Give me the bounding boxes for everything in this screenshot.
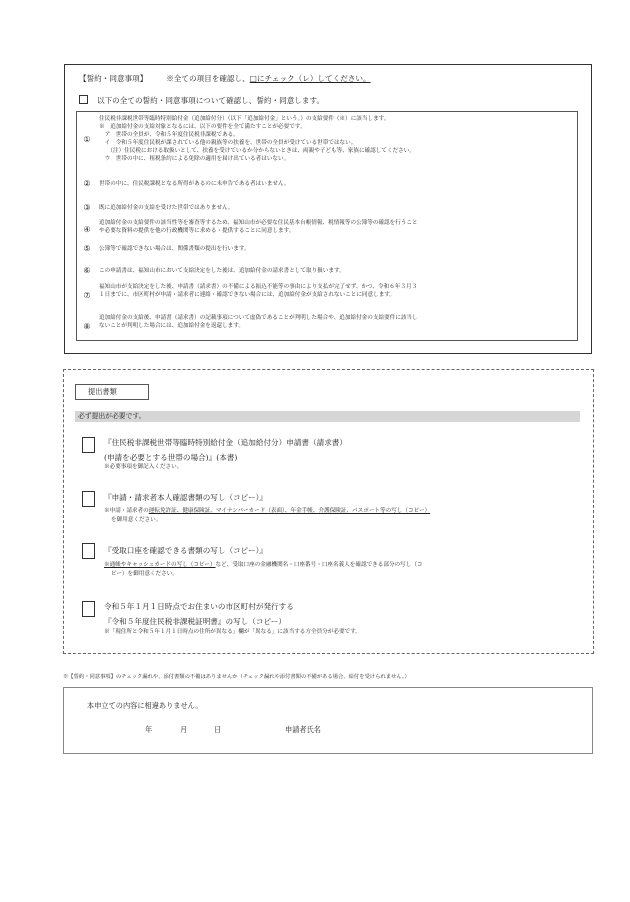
item-number: ⑧	[83, 322, 91, 331]
item-number: ⑤	[83, 244, 91, 253]
item-line: （注）住民税における取扱いとして、扶養を受けているか分からないときは、両親や子ども等、家族に確認してください。	[99, 148, 415, 155]
item-text	[99, 283, 571, 299]
doc4	[104, 601, 361, 637]
item-line: ウ 世帯の中に、租税条約による免除の適用を届け出ている者はいない。	[99, 156, 290, 163]
item-number: ④	[83, 225, 91, 234]
item-line: や必要な資料の提供を他の行政機関等に求める・提供することに同意します。	[99, 228, 295, 235]
doc1	[104, 437, 347, 472]
item-number: ⑥	[83, 266, 91, 275]
doc3	[104, 545, 423, 579]
doc3-note-2: ピー）を御用意ください。	[111, 571, 178, 577]
item-number: ⑦	[83, 291, 91, 300]
footer-note: ※【誓約・同意事項】のチェック漏れや、添付書類の不備はありませんか（チェック漏れや添付書類の不備がある場合、給付を受けられません。）	[63, 674, 410, 680]
item-line: 追加給付金の支給要件の該当性等を審査等するため、福知山市が必要な住民基本台帳情報、税情報等の公簿等の確認を行うこと	[99, 220, 418, 226]
item-line: 住民税非課税世帯等臨時特別給付金（追加給付分）（以下「追加給付金」という。）の支給要件（※）に該当します。	[99, 116, 390, 122]
doc1-note: ※必要事項を御記入ください。	[104, 464, 183, 470]
doc4-note: ※「現住所と令和５年１月１日時点の住所が異なる」欄が「異なる」に該当する方全員分が必要です。	[104, 629, 361, 635]
agree-all-checkbox[interactable]	[79, 95, 88, 104]
item-line: 福知山市が支給決定をした後、申請書（請求書）の不備による振込不能等の事由により支払が完了せず、かつ、令和６年３月３	[99, 284, 418, 290]
pledge-items-box	[76, 111, 578, 341]
item-line: １日までに、市区町村が申請・請求者に連絡・確認できない場合には、追加給付金が支給されないことに同意します。	[99, 292, 396, 299]
doc3-title: 『受取口座を確認できる書類の写し（コピー）』	[104, 546, 267, 555]
item-line: この申請書は、福知山市において支給決定をした後は、追加給付金の請求書として取り扱います。	[99, 268, 345, 274]
item-line: 追加給付金の支給後、申請書（請求書）の記載事項について虚偽であることが判明した場合や、追加給付金の支給要件に該当し	[99, 315, 418, 321]
item-line: ※ 追加給付金の支給対象となるには、以下の要件を全て満たすことが必要です。	[99, 124, 306, 131]
required-bar: 必ず提出が必要です。	[75, 411, 580, 422]
item-number: ②	[83, 179, 91, 188]
doc1-title: 『住民税非課税世帯等臨時特別給付金（追加給付分）申請書（請求書）	[104, 438, 347, 447]
doc2-note	[104, 507, 430, 516]
item-number: ①	[83, 135, 91, 144]
doc2-note-2: を御用意ください。	[111, 517, 162, 523]
item-text	[99, 219, 571, 235]
doc4-checkbox[interactable]	[82, 601, 95, 617]
doc1-checkbox[interactable]	[82, 437, 95, 453]
doc3-note-ul: ※通帳やキャッシュカードの写し（コピー）	[104, 562, 216, 568]
doc2-checkbox[interactable]	[82, 491, 95, 507]
pledge-instruction: ※全ての項目を確認し、	[166, 74, 250, 83]
doc1-title-2: (申請を必要とする世帯の場合)』(本書)	[104, 453, 238, 462]
pledge-instruction-link: □にチェック（レ）してください。	[249, 74, 371, 83]
doc4-title-2: 『令和５年度住民税非課税証明書』の写し（コピー）	[104, 617, 286, 626]
item-text	[99, 314, 571, 330]
doc2-note-ul: 運転免許証、健康保険証、マイナンバーカード（表面）、年金手帳、介護保険証、パスポート等の写し（コピー）	[148, 508, 431, 514]
applicant-name-label: 申請者氏名	[285, 725, 321, 734]
doc3-checkbox[interactable]	[82, 543, 95, 559]
item-line: ないことが判明した場合には、追加給付金を返還します。	[99, 323, 244, 330]
doc2	[104, 492, 430, 525]
doc2-note-prefix: ※申請・請求者の	[104, 508, 149, 514]
item-line: 公簿等で確認できない場合は、関係書類の提出を行います。	[99, 246, 250, 252]
doc3-note-rest: など、受取口座の金融機関名・口座番号・口座名義人を確認できる部分の写し（コ	[215, 562, 423, 568]
item-text	[99, 115, 571, 164]
doc2-title: 『申請・請求者本人確認書類の写し（コピー）』	[104, 493, 267, 502]
pledge-heading: 【誓約・同意事項】	[79, 74, 148, 83]
declaration-box	[63, 687, 593, 754]
item-line: 既に追加給付金の支給を受けた世帯ではありません。	[99, 205, 234, 211]
declaration-text: 本申立ての内容に相違ありません。	[87, 701, 203, 710]
day-label: 日	[214, 725, 222, 734]
pledge-heading-line	[79, 73, 371, 84]
item-line: 世帯の中に、住民税課税となる所得があるのに未申告である者はいません。	[99, 181, 290, 187]
doc3-note	[104, 561, 423, 570]
item-line: ア 世帯の全員が、令和５年度住民税非課税である。	[99, 132, 239, 139]
agree-all-label: 以下の全ての誓約・同意事項について確認し、誓約・同意します。	[97, 96, 325, 105]
item-number: ③	[83, 203, 91, 212]
doc4-title: 令和５年１月１日時点でお住まいの市区町村が発行する	[104, 602, 294, 611]
agree-all-row[interactable]	[79, 95, 324, 106]
item-line: イ 令和５年度住民税が課されている他の親族等の扶養を、世帯の全員が受けている世帯ではない。	[99, 140, 357, 147]
pledge-item	[77, 112, 577, 167]
month-label: 月	[180, 725, 188, 734]
documents-label: 提出書類	[75, 384, 149, 400]
year-label: 年	[145, 725, 153, 734]
